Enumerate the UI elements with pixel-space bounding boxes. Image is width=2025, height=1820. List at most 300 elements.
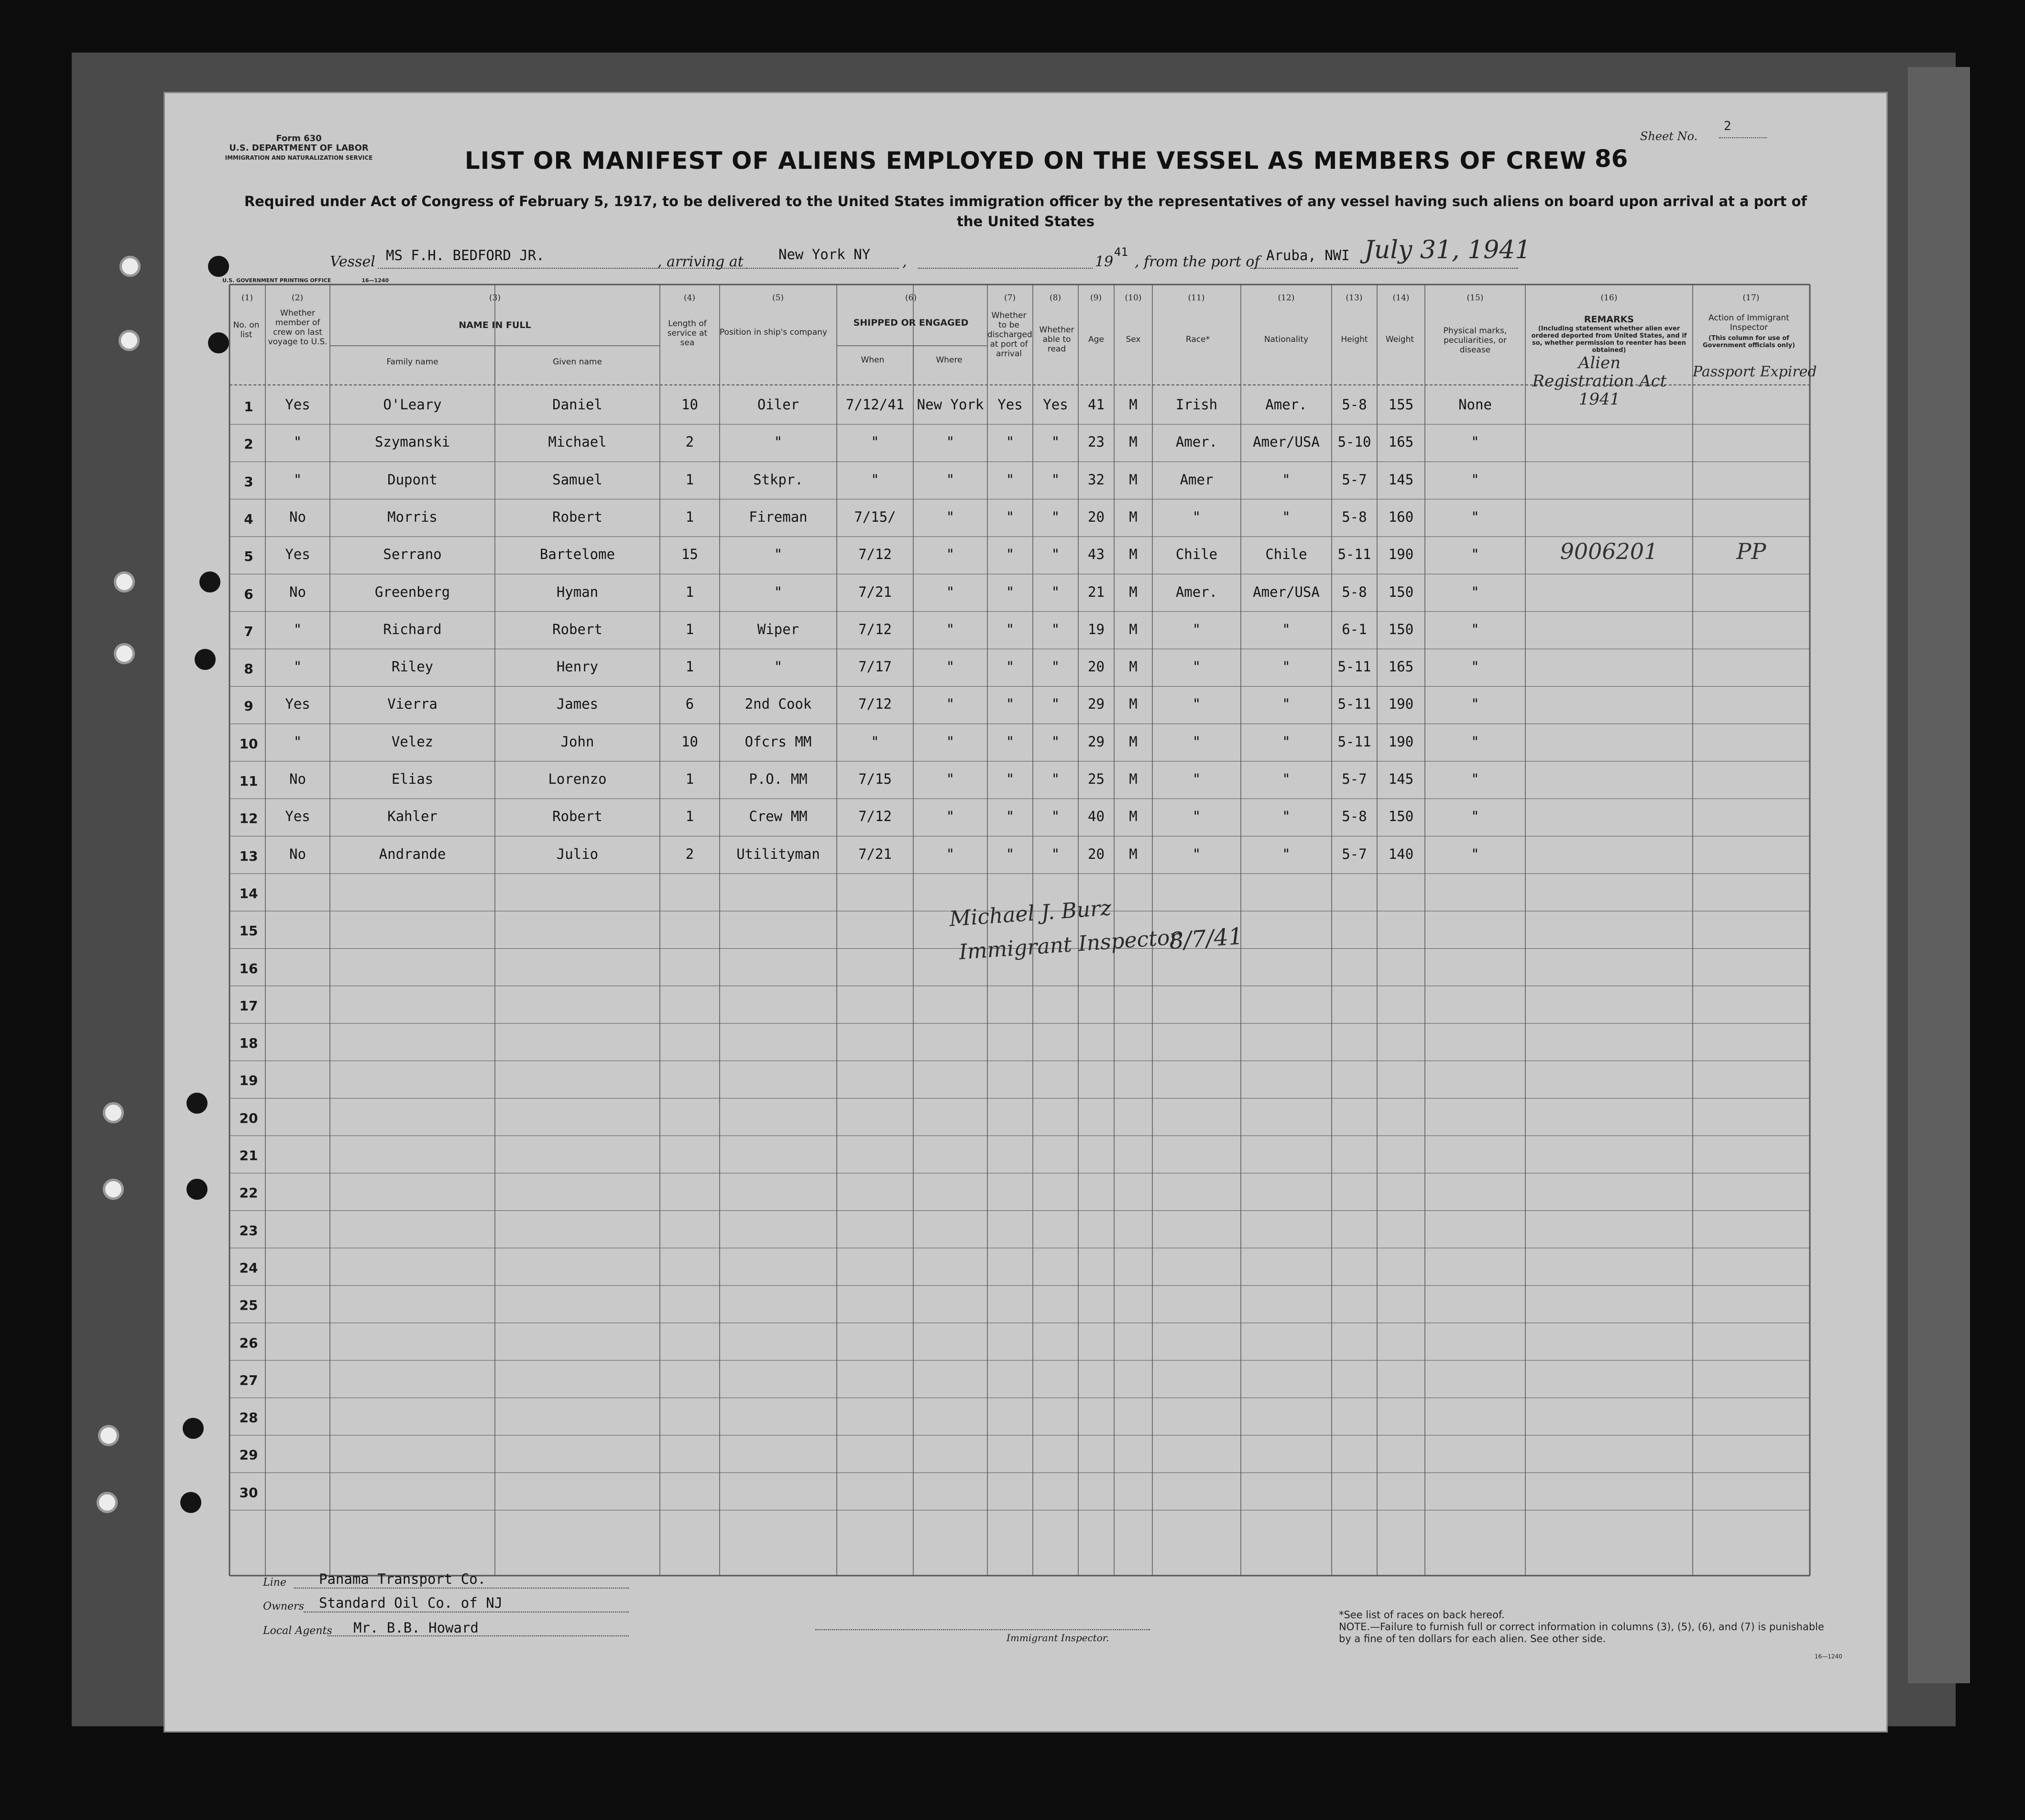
cell-read: " [1051,808,1060,825]
column-number: (5) [772,293,784,303]
cell-weight: 145 [1388,471,1414,488]
cell-marks: " [1471,808,1479,825]
year-prefix: 19 [1095,253,1114,270]
row-number: 15 [239,923,258,939]
cell-height: 5-11 [1337,546,1371,563]
row-number: 19 [239,1073,258,1089]
cell-race: Chile [1175,546,1218,563]
printing-code: 16—1240 [361,277,389,284]
row-number: 12 [239,811,258,827]
cell-position: Crew MM [749,808,808,825]
cell-service: 2 [685,845,694,862]
department-name: U.S. DEPARTMENT OF LABOR [229,143,369,153]
cell-when: 7/15 [858,771,892,787]
cell-discharged: " [1006,658,1015,675]
cell-when: 7/15/ [854,508,896,525]
cell-when: 7/12 [858,621,892,637]
cell-nationality: Amer/USA [1253,434,1320,450]
cell-weight: 165 [1388,658,1414,675]
cell-family: Morris [387,508,438,525]
cell-given: Robert [552,508,602,525]
cell-sex: M [1129,621,1138,637]
cell-marks: " [1471,471,1479,488]
note-text: —Failure to furnish full or correct information in columns (3), (5), (6), and (7) is punishable by a fine of ten dollars for each alien. See other side. [1339,1621,1824,1645]
cell-service: 1 [685,508,694,525]
printing-office: U.S. GOVERNMENT PRINTING OFFICE [222,277,331,284]
cell-height: 5-7 [1342,471,1367,488]
cell-weight: 150 [1388,621,1414,637]
cell-discharged: " [1006,845,1015,862]
cell-last-voyage: Yes [285,808,310,825]
cell-family: O'Leary [383,396,442,413]
cell-race: " [1192,621,1201,637]
cell-discharged: " [1006,621,1015,637]
row-number: 21 [239,1148,258,1163]
cell-age: 25 [1088,771,1105,787]
cell-where: " [946,808,955,825]
penalty-note [1339,1621,1827,1645]
punch-hole [103,1102,124,1123]
cell-height: 5-11 [1337,696,1371,713]
remarks-annotation: Alien Registration Act 1941 [1532,353,1667,409]
page-number: 86 [1595,145,1628,173]
cell-last-voyage: " [293,733,302,750]
cell-sex: M [1129,583,1138,600]
cell-service: 1 [685,771,694,787]
row-number: 24 [239,1260,258,1276]
column-number: (6) [905,293,917,303]
cell-sex: M [1129,808,1138,825]
cell-age: 43 [1088,546,1105,563]
cell-age: 29 [1088,696,1105,713]
line-value: Panama Transport Co. [319,1571,486,1587]
cell-read: Yes [1043,396,1068,413]
cell-read: " [1051,583,1060,600]
form-number: Form 630 [276,133,322,143]
cell-marks: " [1471,508,1479,525]
cell-when: " [871,733,879,750]
cell-last-voyage: No [289,771,306,787]
cell-family: Szymanski [374,434,450,450]
footer-notes [1339,1609,1827,1645]
cell-position: Fireman [749,508,808,525]
cell-nationality: Amer/USA [1253,583,1320,600]
cell-age: 21 [1088,583,1105,600]
cell-where: " [946,621,955,637]
inspector-signature: Michael J. Burz [948,896,1112,932]
header-service: Length of service at sea [667,319,708,348]
row-number: 9 [244,698,253,714]
cell-service: 15 [681,546,698,563]
row-number: 7 [244,623,253,639]
row-number: 20 [239,1110,258,1126]
row-number: 5 [244,548,253,565]
row-number: 30 [239,1484,258,1501]
row-number: 25 [239,1297,258,1314]
owners-value: Standard Oil Co. of NJ [319,1595,503,1611]
cell-given: Michael [548,434,607,450]
cell-read: " [1051,658,1060,675]
cell-last-voyage: Yes [285,396,310,413]
column-number: (14) [1392,293,1410,303]
cell-weight: 155 [1388,396,1414,413]
cell-discharged: " [1006,434,1015,450]
cell-given: James [556,696,599,713]
header-no: No. on list [233,320,260,340]
inspector-label: Immigrant Inspector. [1007,1632,1109,1644]
header-last-voyage: Whether member of crew on last voyage to U.S. [268,308,328,347]
punch-hole [114,571,135,592]
row-number: 2 [244,436,253,452]
cell-position: Oiler [757,396,799,413]
cell-discharged: " [1006,771,1015,787]
cell-last-voyage: " [293,621,302,637]
year-suffix: 41 [1114,245,1128,259]
cell-service: 1 [685,471,694,488]
cell-weight: 160 [1388,508,1414,525]
cell-age: 20 [1088,658,1105,675]
cell-height: 5-10 [1337,434,1371,450]
cell-family: Kahler [387,808,438,825]
row-number: 26 [239,1335,258,1351]
cell-sex: M [1129,471,1138,488]
cell-position: Wiper [757,621,799,637]
header-race: Race* [1185,335,1210,344]
cell-given: Henry [556,658,599,675]
header-family-name: Family name [386,357,438,367]
cell-service: 2 [685,434,694,450]
cell-marks: " [1471,658,1479,675]
service-name: IMMIGRATION AND NATURALIZATION SERVICE [225,154,373,161]
cell-nationality: " [1282,808,1291,825]
cell-given: Hyman [556,583,599,600]
cell-position: Utilityman [736,845,820,862]
cell-read: " [1051,471,1060,488]
cell-when: 7/21 [858,845,892,862]
column-number: (16) [1600,293,1618,303]
vessel-label: Vessel [330,253,375,270]
row-number: 1 [244,399,253,415]
cell-given: Robert [552,808,602,825]
cell-where: " [946,583,955,600]
cell-weight: 140 [1388,845,1414,862]
cell-service: 1 [685,621,694,637]
cell-given: Daniel [552,396,602,413]
inspector-signature-date: 8/7/41 [1168,922,1244,955]
cell-sex: M [1129,546,1138,563]
cell-where: " [946,546,955,563]
cell-race: " [1192,771,1201,787]
column-number: (12) [1278,293,1295,303]
cell-family: Elias [391,771,434,787]
punch-hole [98,1425,119,1446]
row-number: 13 [239,848,258,864]
row-number: 8 [244,661,253,677]
column-number: (8) [1049,293,1062,303]
cell-marks: " [1471,434,1479,450]
cell-marks: " [1471,696,1479,713]
cell-read: " [1051,845,1060,862]
cell-position: " [774,546,783,563]
cell-race: " [1192,658,1201,675]
cell-read: " [1051,546,1060,563]
cell-sex: M [1129,771,1138,787]
header-weight: Weight [1385,335,1414,344]
cell-given: John [560,733,594,750]
cell-family: Andrande [379,845,446,862]
row-number: 29 [239,1447,258,1463]
cell-nationality: " [1282,771,1291,787]
document-subtitle: Required under Act of Congress of February 5, 1917, to be delivered to the United States immigration officer by the representatives of any vessel having such aliens on board upon arrival at a port of the United States [244,193,1807,230]
column-number: (3) [489,293,501,303]
cell-position: Stkpr. [753,471,803,488]
cell-family: Serrano [383,546,442,563]
cell-nationality: " [1282,733,1291,750]
header-discharged: Whether to be discharged at port of arrival [987,311,1032,359]
cell-nationality: " [1282,471,1291,488]
header-action: Action of Immigrant Inspector [1708,313,1789,332]
cell-where: " [946,508,955,525]
footer-form-code: 16—1240 [1815,1653,1842,1660]
cell-where: " [946,696,955,713]
cell-service: 1 [685,583,694,600]
cell-age: 29 [1088,733,1105,750]
from-label: , from the port of [1135,253,1260,270]
cell-marks: " [1471,733,1479,750]
sheet-label: Sheet No. [1640,130,1698,143]
cell-last-voyage: No [289,583,306,600]
header-action-note: (This column for use of Government officials only) [1702,335,1795,349]
cell-when: " [871,434,879,450]
header-remarks: REMARKS [1584,314,1634,325]
header-sex: Sex [1126,335,1141,344]
cell-discharged: " [1006,696,1015,713]
cell-family: Greenberg [374,583,450,600]
cell-height: 5-8 [1342,508,1367,525]
header-age: Age [1088,335,1104,344]
column-number: (9) [1090,293,1102,303]
row-number: 27 [239,1372,258,1388]
cell-nationality: " [1282,658,1291,675]
manifest-sheet: Form 630 U.S. DEPARTMENT OF LABOR IMMIGRATION AND NATURALIZATION SERVICE Sheet No. 2 LIST OR MANIFEST OF ALIENS EMPLOYED ON THE VESSEL AS MEMBERS OF CREW 86 Required under Act of Congress of February 5, 1917, to be delivered to the United States immigration officer by the representatives of any vessel having such aliens on board upon arrival at a port of the United States Vessel MS F.H. BEDFORD JR. , arriving at New York NY , 19 41 , from the port of Aruba, NWI July 31, 1941 U.S. GOVERNMENT PRINTING OFFICE 16—1240 (1) (2) (3) (4) (5) (6) (7) (8) (9) (10) (11) (12) (13) (14) (15) (16) (17) No. on list Whether member of crew on last voyage to U.S. NAME IN FULL Family name Given name Length of service at sea Position in ship's company SHIPPED OR ENGAGED When Where Whether to be discharged at port of arrival Whether able to read Age Sex Race* Nationality Height Weight Physical marks, peculiarities, or disease REMARKS (Including statement whether alien ever ordered deported from United States, and if so, whether permission to reenter has been obtained) Action of Immigrant Inspector (This column for use of Government officials only) Alien Registration Act 1941 Passport Expired 1 Yes O'Leary Daniel 10 Oiler 7/12/41 New York Yes Yes 41 M Irish Amer. 5-8 155 None 2 " Szymanski Michael 2 " " " " " 23 M Amer. Amer/USA 5-10 165 " 3 " Dupont Samuel 1 Stkpr. " " " " 32 M Amer " 5-7 145 " 4 No Morris Robert 1 Fireman 7/15/ " " " 20 M " " 5-8 160 " 5 Yes Serrano Bartelome 15 " 7/12 " " " 43 M Chile Chile 5-11 190 " 9006201 PP 6 No Greenberg Hyman 1 " 7/21 " " " 21 M Amer. Amer/USA 5-8 150 " 7 " Richard Robert 1 Wiper 7/12 " " " 19 M " " 6-1 150 " 8 " Riley Henry 1 " 7/17 " " " 20 M " " 5-11 165 " 9 Yes Vierra James 6 2nd Cook 7/12 " " " 29 M " " 5-11 190 " 10 " Velez John 10 Ofcrs MM " " " " 29 M " " 5-11 190 " 11 No Elias Lorenzo 1 P.O. MM 7/15 " " " 25 M " " 5-7 145 " 12 Yes Kahler Robert 1 Crew MM 7/12 " " " 40 M " " 5-8 150 " 13 No Andrande Julio 2 Utilityman 7/21 " " " 20 M " " 5-7 140 " 14 15 16 17 18 19 20 21 22 23 24 25 26 27 28 29 30 Michael J. Burz Immigrant Inspector 8/7/41 Line Panama Transport Co. Owners Standard Oil Co. of NJ Local Agents Mr. B.B. Howard Immigrant Inspector. *See list of races on back hereof. NOTE.—Failure to furnish full or correct information in columns (3), (5), (6), and (7) is punishable by a fine of ten dollars for each alien. See other side. 16—1240 [165,93,1886,1731]
sheet-number: 2 [1724,119,1731,133]
cell-race: " [1192,845,1201,862]
column-number: (17) [1742,293,1760,303]
row-number: 18 [239,1035,258,1052]
column-number: (13) [1346,293,1363,303]
header-nationality: Nationality [1264,335,1309,344]
cell-position: P.O. MM [749,771,808,787]
line-label: Line [263,1577,286,1589]
row-number: 4 [244,511,253,527]
punch-hole [97,1492,118,1513]
header-read: Whether able to read [1039,325,1074,354]
cell-service: 10 [681,733,698,750]
cell-position: " [774,658,783,675]
cell-age: 20 [1088,845,1105,862]
cell-sex: M [1129,508,1138,525]
cell-when: " [871,471,879,488]
cell-discharged: " [1006,733,1015,750]
cell-when: 7/12 [858,808,892,825]
cell-race: Irish [1175,396,1218,413]
cell-where: " [946,471,955,488]
cell-read: " [1051,434,1060,450]
header-shipped: SHIPPED OR ENGAGED [853,318,969,328]
cell-when: 7/21 [858,583,892,600]
cell-age: 19 [1088,621,1105,637]
cell-family: Vierra [387,696,438,713]
cell-read: " [1051,696,1060,713]
cell-when: 7/12/41 [845,396,905,413]
cell-service: 6 [685,696,694,713]
cell-where: " [946,658,955,675]
cell-nationality: Chile [1265,546,1307,563]
scan-page-edge [1908,67,1970,1683]
cell-given: Samuel [552,471,602,488]
cell-sex: M [1129,733,1138,750]
cell-given: Robert [552,621,602,637]
cell-height: 5-8 [1342,808,1367,825]
cell-height: 5-11 [1337,658,1371,675]
cell-read: " [1051,508,1060,525]
cell-weight: 145 [1388,771,1414,787]
column-number: (11) [1188,293,1205,303]
cell-last-voyage: No [289,508,306,525]
handwritten-date: July 31, 1941 [1364,236,1531,264]
cell-height: 5-8 [1342,396,1367,413]
cell-position: 2nd Cook [744,696,812,713]
cell-position: Ofcrs MM [744,733,812,750]
cell-age: 41 [1088,396,1105,413]
cell-discharged: " [1006,546,1015,563]
cell-last-voyage: " [293,434,302,450]
cell-service: 1 [685,658,694,675]
cell-race: Amer. [1175,434,1218,450]
punch-hole [103,1179,124,1200]
cell-age: 40 [1088,808,1105,825]
cell-weight: 190 [1388,546,1414,563]
cell-age: 32 [1088,471,1105,488]
cell-marks: None [1458,396,1492,413]
cell-nationality: " [1282,696,1291,713]
row-number: 17 [239,998,258,1014]
cell-weight: 150 [1388,808,1414,825]
cell-position: " [774,434,783,450]
cell-marks: " [1471,771,1479,787]
header-name: NAME IN FULL [459,320,531,330]
inspector-signature-title: Immigrant Inspector [958,924,1181,965]
header-height: Height [1341,335,1368,344]
cell-position: " [774,583,783,600]
cell-nationality: " [1282,621,1291,637]
cell-race: " [1192,808,1201,825]
cell-sex: M [1129,845,1138,862]
cell-discharged: " [1006,508,1015,525]
cell-nationality: " [1282,845,1291,862]
cell-family: Riley [391,658,434,675]
row-number: 11 [239,773,258,789]
action-annotation: Passport Expired [1693,363,1817,380]
row-number: 23 [239,1222,258,1239]
arriving-port: New York NY [778,246,871,263]
cell-where: " [946,771,955,787]
column-number: (7) [1004,293,1016,303]
agents-value: Mr. B.B. Howard [353,1620,479,1636]
cell-weight: 190 [1388,733,1414,750]
cell-when: 7/12 [858,546,892,563]
cell-when: 7/17 [858,658,892,675]
header-physical: Physical marks, peculiarities, or disease [1443,326,1507,355]
cell-weight: 150 [1388,583,1414,600]
cell-sex: M [1129,658,1138,675]
cell-given: Bartelome [539,546,615,563]
vessel-name: MS F.H. BEDFORD JR. [386,247,545,263]
column-number: (15) [1467,293,1484,303]
header-when: When [861,355,885,365]
header-position: Position in ship's company [720,328,827,337]
cell-given: Julio [556,845,599,862]
cell-height: 5-8 [1342,583,1367,600]
cell-family: Dupont [387,471,438,488]
cell-marks: " [1471,583,1479,600]
punch-hole [114,643,135,664]
cell-given: Lorenzo [548,771,607,787]
column-number: (2) [291,293,304,303]
cell-read: " [1051,621,1060,637]
cell-service: 1 [685,808,694,825]
owners-label: Owners [263,1601,304,1612]
cell-family: Velez [391,733,434,750]
cell-weight: 190 [1388,696,1414,713]
cell-where: New York [917,396,984,413]
document-title: LIST OR MANIFEST OF ALIENS EMPLOYED ON THE VESSEL AS MEMBERS OF CREW [464,147,1587,175]
column-number: (4) [683,293,696,303]
header-remarks-note: (Including statement whether alien ever ordered deported from United States, and if so, whether permission to reenter has been obtained) [1531,325,1687,354]
agents-label: Local Agents [263,1625,332,1637]
cell-age: 20 [1088,508,1105,525]
cell-family: Richard [383,621,442,637]
cell-height: 5-7 [1342,771,1367,787]
row-number: 3 [244,473,253,490]
cell-marks: " [1471,845,1479,862]
cell-nationality: " [1282,508,1291,525]
cell-marks: " [1471,621,1479,637]
row-number: 28 [239,1410,258,1426]
row-number: 14 [239,885,258,901]
cell-read: " [1051,733,1060,750]
cell-when: 7/12 [858,696,892,713]
cell-height: 5-11 [1337,733,1371,750]
cell-read: " [1051,771,1060,787]
cell-service: 10 [681,396,698,413]
cell-discharged: " [1006,471,1015,488]
cell-discharged: " [1006,583,1015,600]
arriving-label: , arriving at [657,253,744,270]
punch-hole [120,256,141,277]
header-where: Where [936,355,963,365]
cell-last-voyage: Yes [285,546,310,563]
cell-where: " [946,434,955,450]
cell-weight: 165 [1388,434,1414,450]
row-number: 10 [239,735,258,752]
cell-last-voyage: " [293,471,302,488]
cell-last-voyage: Yes [285,696,310,713]
row-number: 6 [244,586,253,602]
cell-race: " [1192,733,1201,750]
cell-race: Amer. [1175,583,1218,600]
cell-where: " [946,845,955,862]
